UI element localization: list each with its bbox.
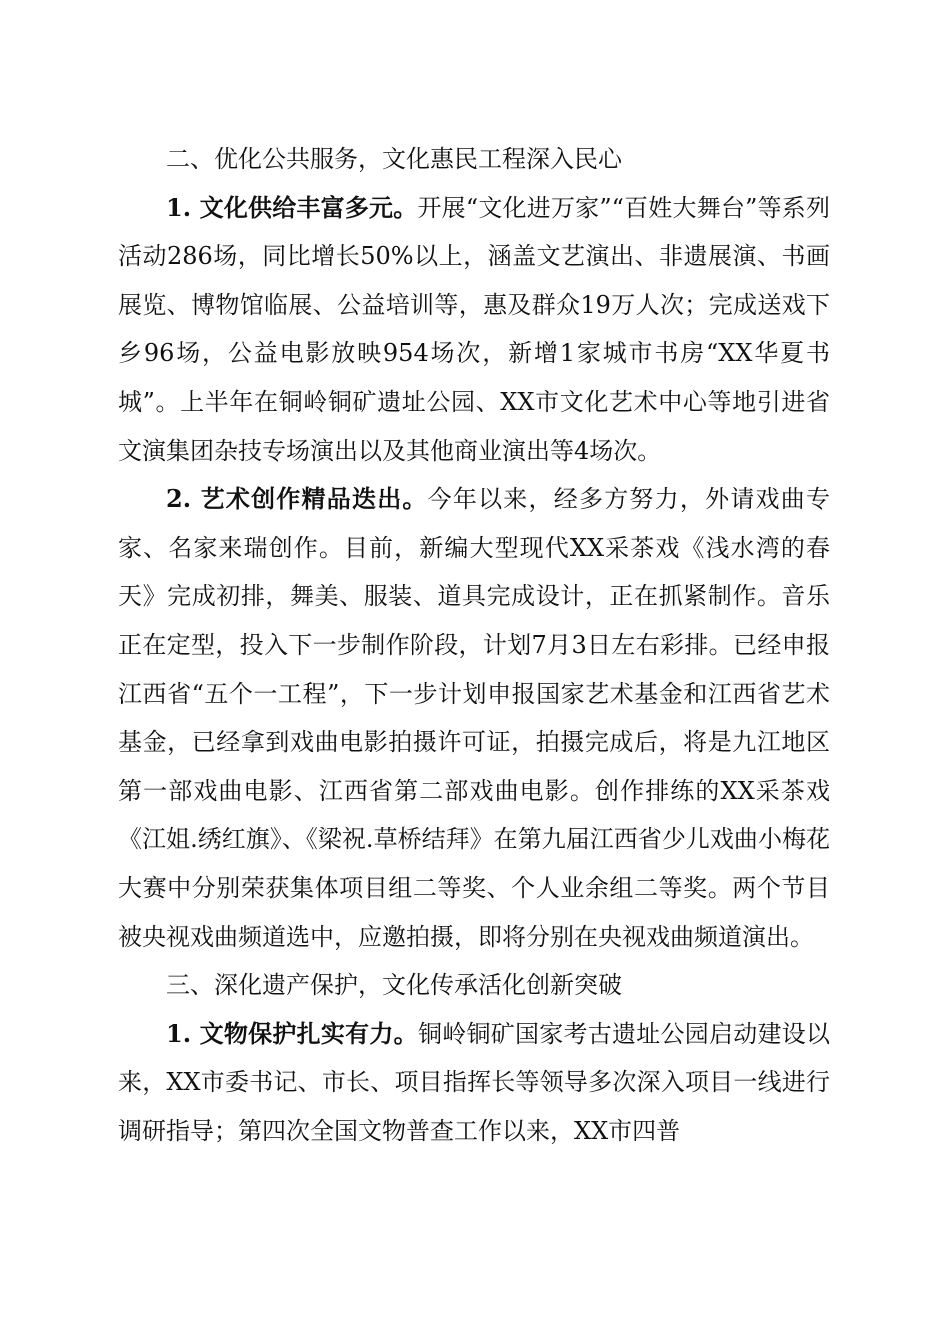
document-body [118,135,830,1155]
paragraph-text: 开展“文化进万家”“百姓大舞台”等系列活动286场，同比增长50%以上，涵盖文艺演出、非遗展演、书画展览、博物馆临展、公益培训等，惠及群众19万人次；完成送戏下乡96场，公益电影放映954场次，新增1家城市书房“XX华夏书城”。上半年在铜岭铜矿遗址公园、XX市文化艺术中心等地引进省文演集团杂技专场演出以及其他商业演出等4场次。 [118,193,830,465]
paragraph-text: 今年以来，经多方努力，外请戏曲专家、名家来瑞创作。目前，新编大型现代XX采茶戏《浅水湾的春天》完成初排，舞美、服装、道具完成设计，正在抓紧制作。音乐正在定型，投入下一步制作阶段，计划7月3日左右彩排。已经申报江西省“五个一工程”，下一步计划申报国家艺术基金和江西省艺术基金，已经拿到戏曲电影拍摄许可证，拍摄完成后，将是九江地区第一部戏曲电影、江西省第二部戏曲电影。创作排练的XX采茶戏《江姐.绣红旗》、《梁祝.草桥结拜》在第九届江西省少儿戏曲小梅花大赛中分别荣获集体项目组二等奖、个人业余组二等奖。两个节目被央视戏曲频道选中，应邀拍摄，即将分别在央视戏曲频道演出。 [118,485,830,951]
paragraph-cultural-supply [118,184,830,476]
paragraph-lead: 1. 文化供给丰富多元。 [166,192,418,222]
paragraph-lead: 2. 艺术创作精品迭出。 [166,484,428,514]
section-heading-public-service: 二、优化公共服务，文化惠民工程深入民心 [166,145,622,173]
paragraph-lead: 1. 文物保护扎实有力。 [166,1018,418,1048]
paragraph-text: 铜岭铜矿国家考古遗址公园启动建设以来，XX市委书记、市长、项目指挥长等领导多次深入项目一线进行调研指导；第四次全国文物普查工作以来，XX市四普 [118,1019,831,1145]
paragraph-art-creation [118,475,830,961]
paragraph-relic-protection [118,1010,830,1156]
section-heading-heritage: 三、深化遗产保护，文化传承活化创新突破 [166,971,622,1000]
